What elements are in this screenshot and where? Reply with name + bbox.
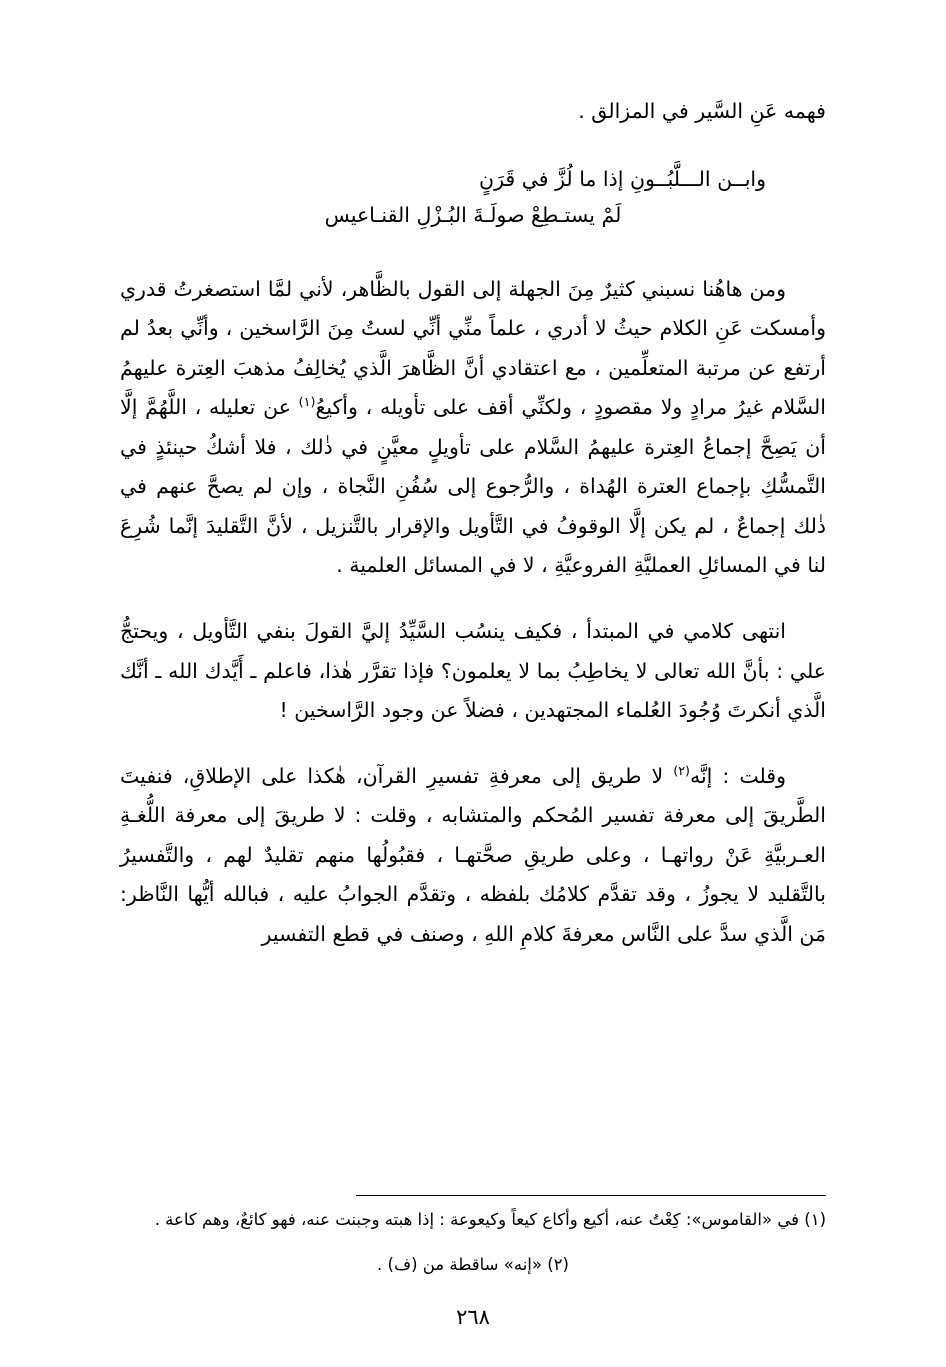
footnote-1: (١) في «القاموس»: كِعْتُ عنه، أكيع وأكاع كيعاً وكيعوعة : إذا هبته وجبنت عنه، فهو كائعٌ، وهم كاعة .: [154, 1210, 826, 1230]
footnote-2: (٢) «إنه» ساقطة من (ف) .: [377, 1254, 569, 1274]
poetry-verse: [120, 162, 826, 234]
body-paragraph-2: انتهى كلامي في المبتدأ ، فكيف ينسُب السَّيِّدُ إليَّ القولَ بنفي التَّأويل ، ويحتجُّ علي : بأنَّ الله تعالى لا يخاطِبُ بما لا يعلمون؟ فإذا تقرَّر هٰذا، فاعلم ـ أَيَّدك الله ـ أنَّك الَّذي أنكرتَ وُجُودَ العُلماء المجتهدين ، فضلاً عن وجود الرَّاسخين !: [120, 619, 826, 723]
verse-hemistich-2: لَمْ يستـطِعْ صولَـةَ البُـزْلِ القنـاعيس: [324, 202, 622, 227]
footnote-divider: [356, 1195, 826, 1196]
opening-line: فهمه عَنِ السَّير في المزالق .: [578, 99, 826, 123]
verse-hemistich-1: وابــن الـــلَّبُــونِ إذا ما لُزَّ في قَرَنٍ: [479, 166, 766, 191]
body-paragraph-3: وقلت : إنَّه$^{(٢)}$ لا طريق إلى معرفةِ تفسيرِ القرآن، هٰكذا على الإطلاقِ، فنفيتَ الطَّريقَ إلى معرفة تفسير المُحكم والمتشابه ، وقلت : لا طريقَ إلى معرفة اللُّغـةِ العـربيَّةِ عَنْ رواتهـا ، وعلى طريقِ صحَّتهـا ، فقبُولُها منهم تقليدٌ لهم ، والتَّفسيرُ بالتَّقليد لا يجوزُ ، وقد تقدَّم كلامُك بلفظه ، وتقدَّم الجوابُ عليه ، فبالله أيُّها النَّاظر: مَن الَّذي سدَّ على النَّاس معرفةَ كلامِ اللهِ ، وصنف في قطع التفسير: [120, 762, 826, 946]
footnote-area: [120, 1195, 826, 1279]
page-number: ٢٦٨: [456, 1305, 490, 1329]
body-paragraph-1: ومن هاهُنا نسبني كثيرٌ مِنَ الجهلة إلى القول بالظَّاهر، لأني لمَّا استصغرتُ قدري وأمسكت عَنِ الكلام حيثُ لا أدري ، علماً منِّي أنِّي لستُ مِنَ الرَّاسخين ، وأنِّي بعدُ لم أرتفع عن مرتبة المتعلِّمين ، مع اعتقادي أنَّ الظَّاهرَ الَّذي يُخالِفُ مذهبَ العِترة عليهمُ السَّلام غيرُ مرادٍ ولا مقصودٍ ، ولكنِّي أقف على تأويله ، وأكيعُ$^{(١)}$ عن تعليله ، اللَّهُمَّ إلَّا أن يَصِحَّ إجماعُ العِترة عليهمُ السَّلام على تأويلٍ معيَّنٍ في ذٰلك ، فلا أشكُ حينئذٍ في التَّمسُّكِ بإجماع العترة الهُداة ، والرُّجوع إلى سُفُنِ النَّجاة ، وإن لم يصحَّ عنهم في ذٰلك إجماعٌ ، لم يكن إلَّا الوقوفُ في التَّأويل والإقرار بالتَّنزيل ، لأنَّ التَّقليدَ إنَّما شُرِعَ لنا في المسائلِ العمليَّةِ الفروعيَّةِ ، لا في المسائل العلمية .: [120, 276, 826, 578]
